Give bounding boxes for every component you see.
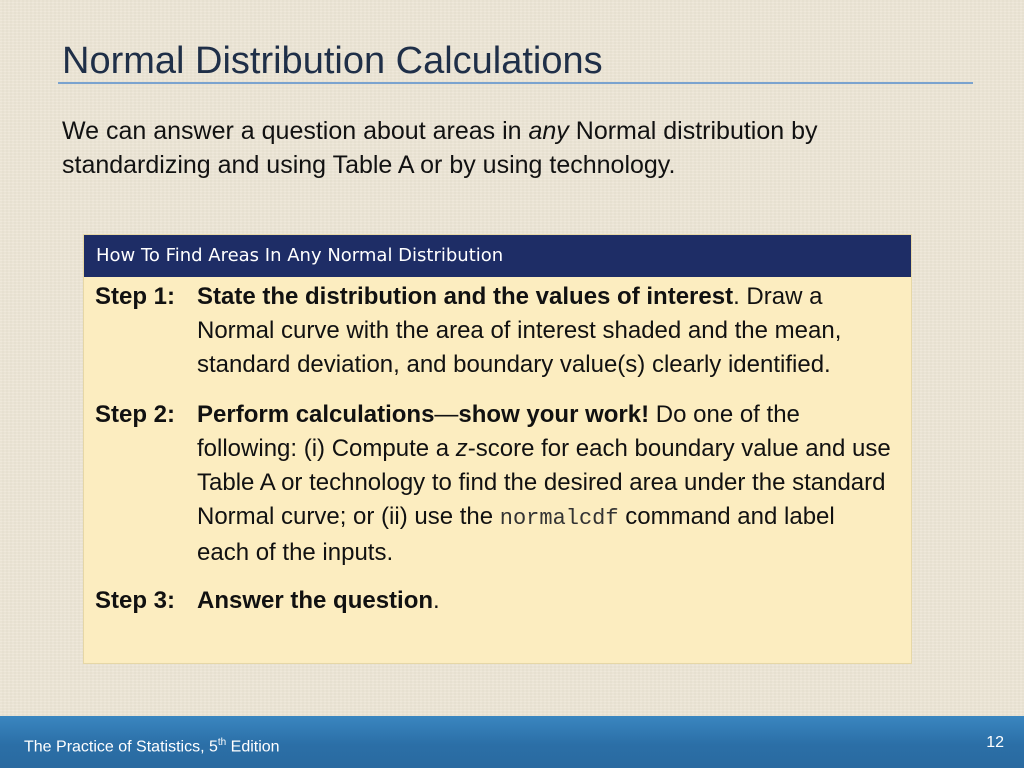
step-2-label: Step 2: <box>95 401 176 428</box>
step-2-z: z <box>455 435 468 462</box>
step-1-text: Draw a Normal curve with the area of interest shaded and the mean, standard deviation, and boundary value(s) clearly identified. <box>197 283 842 378</box>
footer-book: The Practice of Statistics, 5 <box>24 738 218 756</box>
step-3 <box>84 584 911 618</box>
step-2-code: normalcdf <box>499 506 619 531</box>
page-number: 12 <box>986 734 1004 751</box>
step-2-text-3: command and label each of the inputs. <box>197 503 835 566</box>
intro-paragraph <box>62 114 962 182</box>
footer-book-title <box>24 734 280 756</box>
intro-text-2: Normal distribution by standardizing and using Table A or by using technology. <box>62 117 818 179</box>
step-3-label: Step 3: <box>95 587 176 614</box>
footer-edition: Edition <box>226 738 280 756</box>
intro-emphasis: any <box>528 117 569 145</box>
step-1-heading: State the distribution and the values of interest <box>197 283 734 310</box>
intro-text-1: We can answer a question about areas in <box>62 117 529 145</box>
steps-box <box>84 235 911 663</box>
step-1-label: Step 1: <box>95 283 176 310</box>
step-2-text-2: -score for each boundary value and use Table A or technology to find the desired area under the standard Normal curve; or (ii) use the <box>197 435 891 530</box>
step-2-heading-2: show your work! <box>458 401 650 428</box>
step-2-heading: Perform calculations <box>197 401 435 428</box>
step-2 <box>84 398 911 570</box>
step-2-dash: — <box>434 401 459 428</box>
step-3-heading: Answer the question <box>197 587 434 614</box>
step-1 <box>84 280 911 382</box>
slide-title: Normal Distribution Calculations <box>62 40 603 82</box>
step-1-period: . <box>733 283 740 310</box>
steps-box-header: How To Find Areas In Any Normal Distribution <box>84 235 911 277</box>
footer-bar <box>0 716 1024 768</box>
step-2-text-1: Do one of the following: (i) Compute a <box>197 401 800 462</box>
step-3-period: . <box>433 587 440 614</box>
title-divider <box>58 82 973 84</box>
footer-sup: th <box>217 737 227 748</box>
